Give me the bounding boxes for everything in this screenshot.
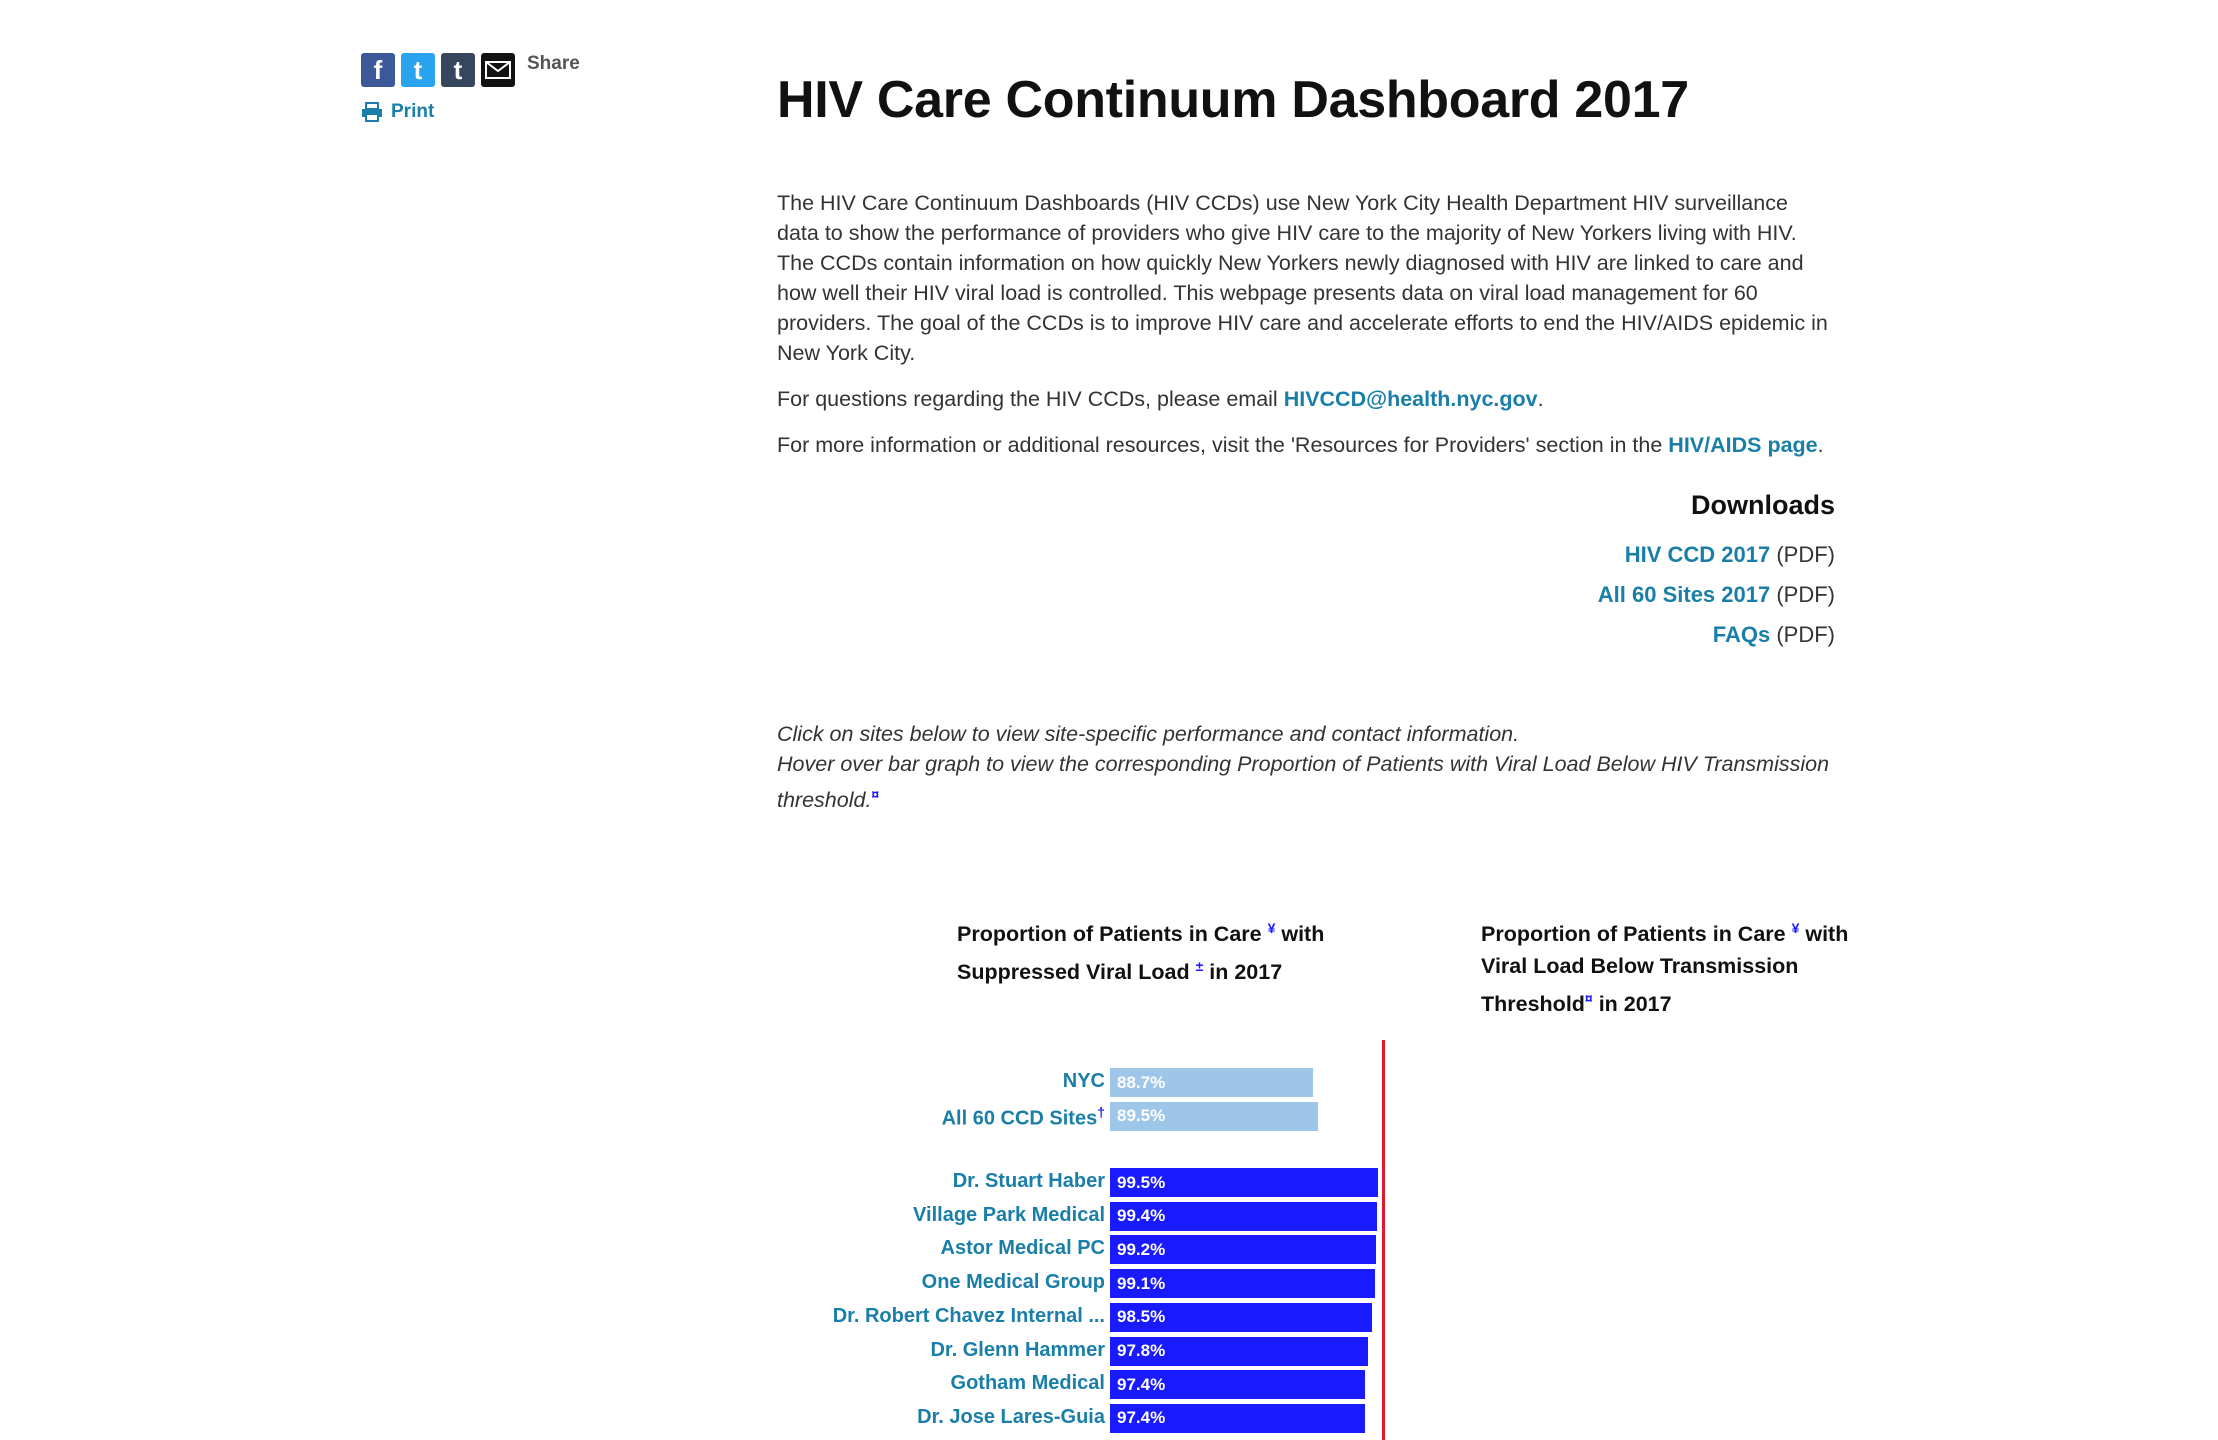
download-type: (PDF): [1770, 622, 1835, 647]
footnote-mark[interactable]: ±: [1195, 958, 1204, 975]
share-label[interactable]: Share: [527, 53, 580, 74]
email-link[interactable]: HIVCCD@health.nyc.gov: [1283, 387, 1538, 411]
footnote-mark[interactable]: ¥: [1267, 920, 1276, 936]
title-text: in 2017: [1203, 960, 1283, 985]
resources-suffix: .: [1817, 433, 1824, 457]
title-text: Proportion of Patients in Care: [957, 922, 1268, 947]
footnote-mark[interactable]: ¤: [871, 786, 880, 802]
chart-title-transmission: [1481, 912, 1861, 1020]
site-bar[interactable]: [1110, 1168, 1378, 1197]
chart-instructions: [777, 719, 1835, 815]
share-bar: [361, 53, 580, 87]
site-bar[interactable]: [1110, 1235, 1376, 1264]
bar-value-label: 99.1%: [1117, 1273, 1166, 1293]
twitter-icon[interactable]: t: [401, 53, 435, 87]
download-item: [777, 535, 1835, 575]
instruction-line-2: [777, 749, 1835, 815]
reference-bar[interactable]: [1110, 1068, 1313, 1097]
reference-label[interactable]: All 60 CCD Sites†: [941, 1103, 1105, 1130]
download-hiv-ccd-link[interactable]: HIV CCD 2017: [1624, 542, 1771, 567]
bar-value-label: 99.2%: [1117, 1239, 1166, 1259]
chart-title-suppressed: [957, 912, 1377, 988]
reference-label[interactable]: NYC: [1062, 1070, 1105, 1092]
intro-text: [777, 188, 1835, 460]
contact-prefix: For questions regarding the HIV CCDs, please email: [777, 387, 1284, 411]
bar-value-label: 97.8%: [1117, 1341, 1166, 1360]
contact-suffix: .: [1537, 387, 1544, 411]
title-text: Proportion of Patients in Care: [1481, 922, 1792, 947]
footnote-mark[interactable]: ¥: [1791, 920, 1800, 936]
page-title: HIV Care Continuum Dashboard 2017: [777, 71, 1689, 129]
resources-paragraph: [777, 430, 1835, 460]
bar-value-label: 97.4%: [1117, 1408, 1166, 1428]
resources-prefix: For more information or additional resources, visit the 'Resources for Providers' section in the: [777, 433, 1669, 457]
download-item: [777, 575, 1835, 615]
bar-value-label: 89.5%: [1117, 1106, 1166, 1126]
download-type: (PDF): [1770, 582, 1835, 607]
bar-value-label: 88.7%: [1117, 1072, 1166, 1092]
reference-bar[interactable]: [1110, 1102, 1318, 1131]
downloads-heading: Downloads: [1690, 490, 1835, 520]
site-bar[interactable]: [1110, 1370, 1365, 1399]
bar-value-label: 99.4%: [1117, 1206, 1166, 1226]
title-text: in 2017: [1592, 992, 1672, 1017]
footnote-mark[interactable]: †: [1097, 1103, 1105, 1120]
facebook-icon[interactable]: f: [361, 53, 395, 87]
printer-icon: [361, 102, 383, 122]
site-bar[interactable]: [1110, 1269, 1375, 1298]
bar-value-label: 98.5%: [1117, 1307, 1166, 1327]
site-label[interactable]: Village Park Medical: [913, 1203, 1105, 1226]
intro-paragraph: The HIV Care Continuum Dashboards (HIV CCDs) use New York City Health Department HIV surveillance data to show the performance of providers who give HIV care to the majority of New Yorkers living with HIV. The CCDs contain information on how quickly New Yorkers newly diagnosed with HIV are linked to care and how well their HIV viral load is controlled. This webpage presents data on viral load management for 60 providers. The goal of the CCDs is to improve HIV care and accelerate efforts to end the HIV/AIDS epidemic in New York City.: [777, 191, 1828, 365]
print-label: Print: [391, 101, 435, 122]
site-label[interactable]: One Medical Group: [921, 1271, 1105, 1294]
site-bar[interactable]: [1110, 1337, 1368, 1366]
footnote-mark[interactable]: ¤: [1584, 990, 1593, 1007]
download-type: (PDF): [1770, 542, 1835, 567]
site-label[interactable]: Dr. Robert Chavez Internal ...: [832, 1304, 1105, 1327]
bar-value-label: 99.5%: [1117, 1172, 1166, 1192]
site-bar[interactable]: [1110, 1404, 1365, 1433]
main-content: [777, 70, 1835, 815]
hiv-aids-page-link[interactable]: HIV/AIDS page: [1668, 433, 1818, 457]
site-bar[interactable]: [1110, 1303, 1372, 1332]
reference-line: [1382, 1040, 1385, 1440]
site-label[interactable]: Dr. Jose Lares-Guia: [917, 1405, 1105, 1428]
instruction-line-1: Click on sites below to view site-specific performance and contact information.: [777, 722, 1520, 746]
site-bar[interactable]: [1110, 1202, 1377, 1231]
bar-value-label: 97.4%: [1117, 1374, 1166, 1394]
email-icon[interactable]: [481, 53, 515, 87]
tumblr-icon[interactable]: t: [441, 53, 475, 87]
viral-load-bar-chart: [790, 1040, 1450, 1438]
site-label[interactable]: Dr. Stuart Haber: [952, 1170, 1105, 1192]
print-button[interactable]: [361, 101, 434, 123]
site-label[interactable]: Astor Medical PC: [940, 1237, 1105, 1260]
site-label[interactable]: Dr. Glenn Hammer: [930, 1338, 1105, 1361]
download-all-sites-link[interactable]: All 60 Sites 2017: [1597, 582, 1771, 607]
download-item: [777, 615, 1835, 655]
contact-paragraph: [777, 384, 1835, 414]
instruction-line-2-text: Hover over bar graph to view the corresponding Proportion of Patients with Viral Load Below HIV Transmission threshold.: [777, 752, 1830, 813]
downloads-section: [777, 490, 1835, 655]
site-label[interactable]: Gotham Medical: [950, 1372, 1105, 1395]
title-text: with Suppressed Viral Load: [957, 922, 1325, 985]
download-faqs-link[interactable]: FAQs: [1712, 622, 1771, 647]
title-text: with Viral Load Below Transmission Threshold: [1481, 922, 1849, 1017]
